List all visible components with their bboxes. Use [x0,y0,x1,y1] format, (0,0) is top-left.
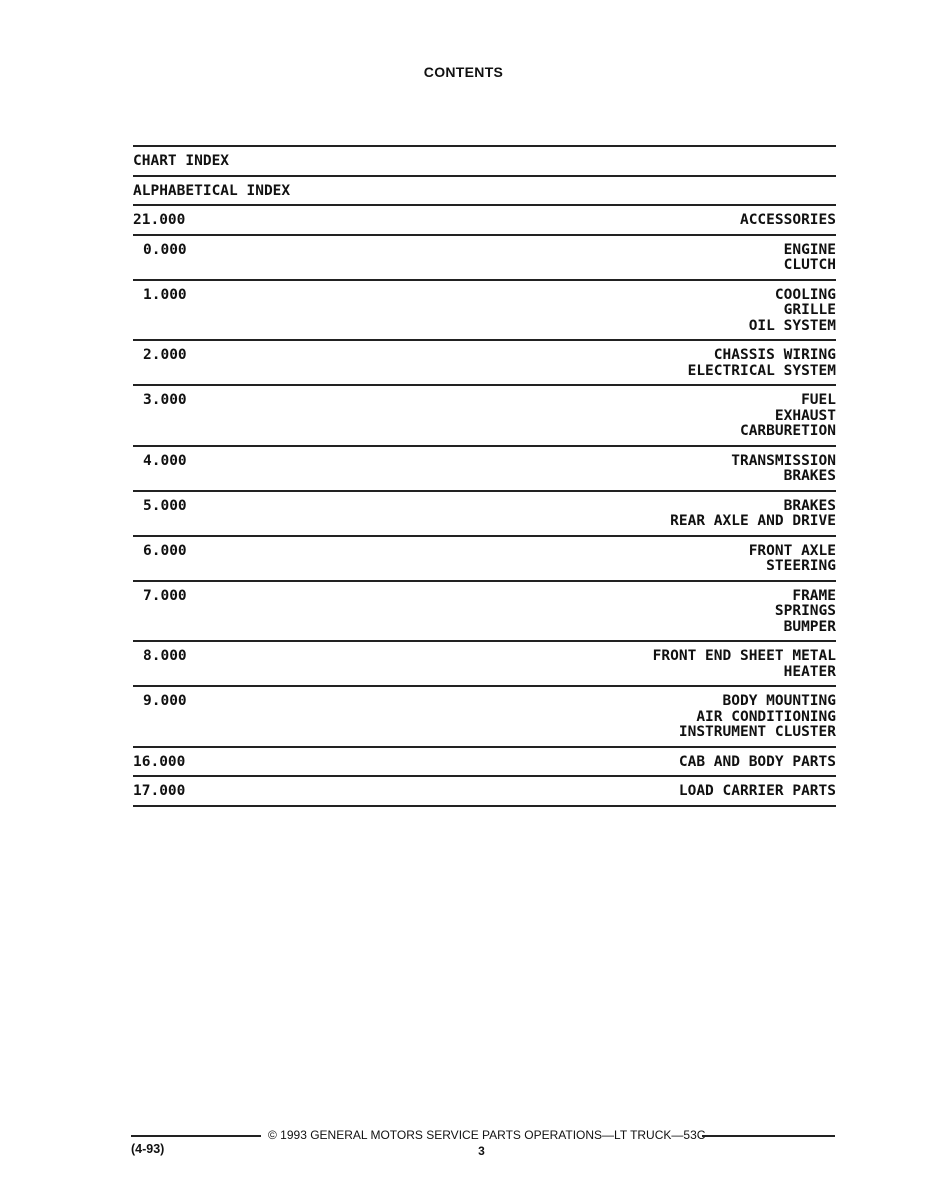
section-title: BODY MOUNTING [722,693,836,709]
contents-row [133,447,836,492]
footer-rule-left [131,1135,261,1137]
section-title: OIL SYSTEM [748,317,836,334]
contents-row [133,236,836,281]
section-titles [740,213,836,229]
section-title: COOLING [774,286,836,303]
section-titles [670,499,836,530]
footer-date-code: (4-93) [131,1142,165,1156]
contents-row [133,537,836,582]
section-title: AIR CONDITIONING [696,708,836,725]
contents-row [133,281,836,342]
section-title: HEATER [783,663,836,680]
section-title: CAB AND BODY PARTS [678,753,836,770]
section-title: INSTRUMENT CLUSTER [678,724,836,740]
section-title: REAR AXLE AND DRIVE [670,513,836,529]
section-number: 3.000 [143,392,187,408]
section-number: 5.000 [143,497,187,514]
section-titles [784,243,836,274]
section-title: STEERING [766,558,836,574]
contents-row [133,687,836,748]
section-title: ACCESSORIES [739,212,836,228]
section-title: FUEL [801,392,836,408]
section-number: 0.000 [143,241,187,258]
section-title: CARBURETION [739,423,836,439]
section-number: 1.000 [143,286,187,303]
page-title: CONTENTS [423,64,504,80]
section-titles [775,589,836,636]
section-titles [679,694,836,741]
section-title: BRAKES [783,497,836,514]
section-title: GRILLE [783,302,836,318]
contents-row [133,748,836,778]
section-titles [653,649,836,680]
section-number: 6.000 [143,542,187,559]
section-number: 16.000 [133,753,186,770]
section-titles [740,393,836,440]
contents-row [133,341,836,386]
section-titles [749,288,836,335]
footer-copyright: © 1993 GENERAL MOTORS SERVICE PARTS OPERATIONS—LT TRUCK—53C [268,1128,706,1142]
section-title: ELECTRICAL SYSTEM [687,362,836,379]
section-title: FRONT AXLE [748,542,836,559]
contents-table [133,145,836,807]
section-number: 21.000 [133,212,186,228]
section-title: LOAD CARRIER PARTS [678,783,836,799]
section-number: 17.000 [133,783,186,799]
section-titles [731,454,836,485]
contents-row [133,386,836,447]
section-title: EXHAUST [774,407,836,424]
section-title: SPRINGS [774,603,836,619]
contents-row [133,177,836,207]
section-title: TRANSMISSION [731,452,836,469]
section-title: CLUTCH [783,257,836,273]
index-label: ALPHABETICAL INDEX [133,182,291,199]
section-title: FRAME [792,587,836,604]
contents-row [133,492,836,537]
contents-row [133,206,836,236]
section-titles [679,784,836,800]
section-title: ENGINE [783,241,836,258]
contents-row [133,642,836,687]
section-title: CHASSIS WIRING [713,347,836,363]
section-titles [749,544,836,575]
section-title: BUMPER [783,618,836,635]
section-title: FRONT END SHEET METAL [652,648,836,664]
index-label: CHART INDEX [133,153,230,169]
section-title: BRAKES [783,468,836,484]
section-number: 8.000 [143,648,187,664]
footer-rule-right [702,1135,835,1137]
section-titles [688,348,836,379]
page-number: 3 [478,1144,485,1158]
section-number: 2.000 [143,347,187,363]
section-number: 4.000 [143,452,187,469]
contents-row [133,147,836,177]
section-number: 9.000 [143,693,187,709]
section-titles [679,755,836,771]
section-number: 7.000 [143,587,187,604]
contents-row [133,777,836,807]
contents-row [133,582,836,643]
